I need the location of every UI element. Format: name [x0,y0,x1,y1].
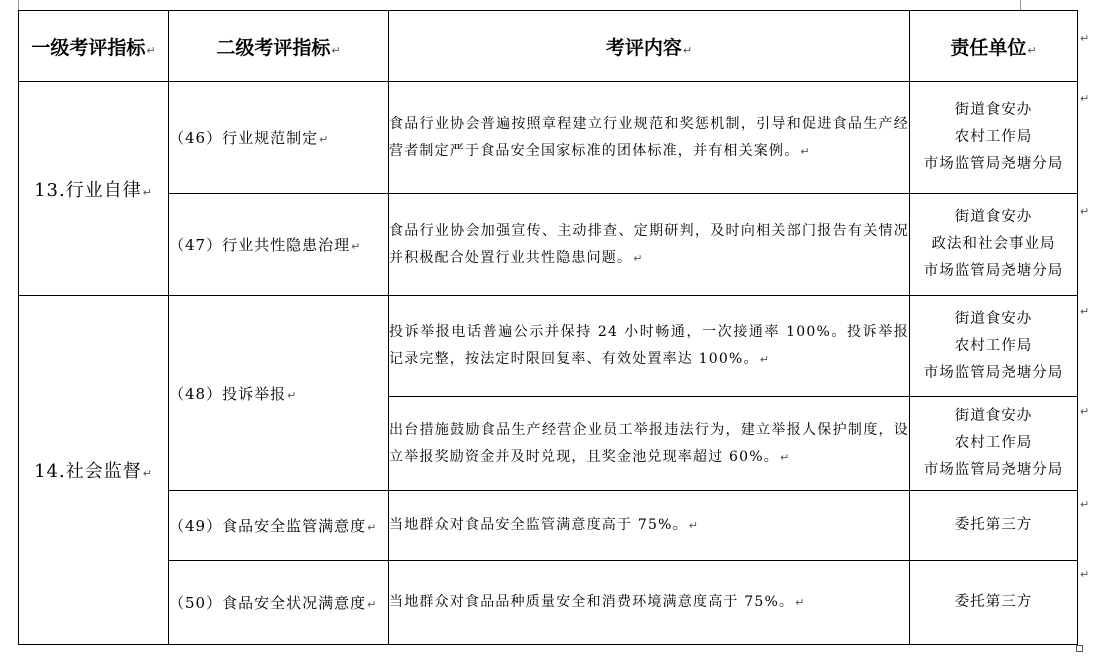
unit-name: 委托第三方 [954,594,1033,610]
level2-cell: （50）食品安全状况满意度↵ [169,561,389,645]
level2-cell: （49）食品安全监管满意度↵ [169,491,389,561]
header-unit: 责任单位↵ [910,11,1078,82]
cell-end-mark: ↵ [351,240,362,253]
row-end-mark: ↵ [1080,305,1090,318]
cell-end-mark: ↵ [319,133,330,146]
unit-cell [910,296,1078,397]
cell-end-mark: ↵ [682,43,693,57]
row-end-mark: ↵ [1080,498,1090,511]
row-end-mark: ↵ [1080,92,1090,105]
unit-cell [910,397,1078,491]
level1-cell: 13.行业自律↵ [19,82,169,296]
page-corner-mark-right [1020,0,1021,10]
unit-name: 街道食安办 [954,408,1033,424]
content-cell: 食品行业协会普遍按照章程建立行业规范和奖惩机制，引导和促进食品生产经营者制定严于食品安全国家标准的团体标准，并有相关案例。↵ [389,82,910,194]
row-end-mark: ↵ [1080,205,1090,218]
row-end-mark: ↵ [1080,568,1090,581]
unit-name: 市场监管局尧塘分局 [923,364,1064,381]
cell-end-mark: ↵ [688,519,700,532]
content-cell: 食品行业协会加强宣传、主动排查、定期研判，及时向相关部门报告有关情况并积极配合处置行业共性隐患问题。↵ [389,194,910,296]
table-row [19,194,1078,296]
table-row [19,296,1078,397]
unit-name: 街道食安办 [954,102,1033,118]
cell-end-mark: ↵ [633,251,644,265]
cell-end-mark: ↵ [759,353,771,366]
cell-end-mark: ↵ [287,388,298,402]
header-row [19,11,1078,82]
level2-cell: （48）投诉举报↵ [169,296,389,491]
table-row [19,561,1078,645]
content-cell: 当地群众对食品品种质量安全和消费环境满意度高于 75%。↵ [389,561,910,645]
header-level1: 一级考评指标↵ [19,11,169,82]
table-row [19,82,1078,194]
cell-end-mark: ↵ [800,144,811,158]
cell-end-mark: ↵ [1027,43,1037,57]
unit-name: 委托第三方 [954,517,1033,533]
cell-end-mark: ↵ [146,43,156,57]
cell-end-mark: ↵ [367,521,378,534]
unit-cell [910,82,1078,194]
evaluation-table [18,10,1078,645]
row-end-mark: ↵ [1080,405,1090,418]
cell-end-mark: ↵ [367,598,378,611]
unit-cell [910,491,1078,561]
unit-cell [910,561,1078,645]
page-corner-mark-left [18,0,19,10]
table-row [19,491,1078,561]
unit-name: 街道食安办 [954,209,1033,225]
cell-end-mark: ↵ [142,467,153,480]
unit-name: 市场监管局尧塘分局 [923,156,1064,172]
document-end-mark [1076,645,1083,652]
cell-end-mark: ↵ [795,596,806,609]
unit-name: 农村工作局 [954,337,1033,354]
unit-name: 农村工作局 [954,129,1033,145]
content-cell: 出台措施鼓励食品生产经营企业员工举报违法行为，建立举报人保护制度，设立举报奖励资金并及时兑现，且奖金池兑现率超过 60%。↵ [389,397,910,491]
cell-end-mark: ↵ [142,185,153,199]
level2-cell: （47）行业共性隐患治理↵ [169,194,389,296]
level2-cell: （46）行业规范制定↵ [169,82,389,194]
content-cell: 投诉举报电话普遍公示并保持 24 小时畅通，一次接通率 100%。投诉举报记录完整，按法定时限回复率、有效处置率达 100%。↵ [389,296,910,397]
cell-end-mark: ↵ [779,450,791,464]
unit-name: 市场监管局尧塘分局 [923,462,1064,478]
unit-name: 农村工作局 [954,435,1033,451]
row-end-mark: ↵ [1080,32,1090,45]
content-cell: 当地群众对食品安全监管满意度高于 75%。↵ [389,491,910,561]
header-content: 考评内容↵ [389,11,910,82]
cell-end-mark: ↵ [331,43,341,57]
unit-name: 政法和社会事业局 [931,236,1056,252]
header-level2: 二级考评指标↵ [169,11,389,82]
unit-name: 市场监管局尧塘分局 [923,263,1064,279]
level1-cell: 14.社会监督↵ [19,296,169,645]
unit-name: 街道食安办 [954,310,1033,327]
unit-cell [910,194,1078,296]
